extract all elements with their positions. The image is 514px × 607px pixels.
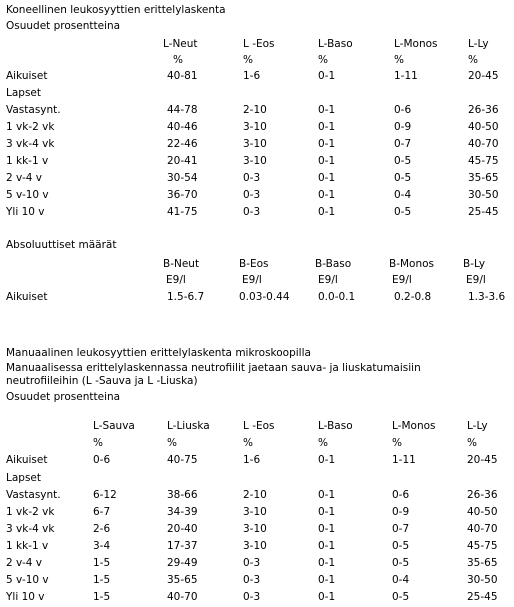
column-header: B-Eos [239,258,269,270]
row-label: Vastasynt. [6,104,61,116]
table-cell: 26-36 [467,489,498,501]
section3-note-line2: neutrofiileihin (L -Sauva ja L -Liuska) [6,375,198,387]
row-label: 3 vk-4 vk [6,523,55,535]
row-label: Aikuiset [6,291,48,303]
table-cell: 3-10 [243,523,267,535]
table-cell: 1-11 [392,454,416,466]
table-cell: 17-37 [167,540,198,552]
table-cell: 20-40 [167,523,198,535]
table-cell: 40-70 [467,523,498,535]
section2-title: Absoluuttiset määrät [6,239,117,251]
table-cell: 0-1 [318,506,336,518]
table-cell: 0-6 [394,104,412,116]
table-cell: 0-1 [318,206,336,218]
table-cell: 0-1 [318,70,336,82]
table-cell: 29-49 [167,557,198,569]
column-unit: % [173,54,183,66]
table-cell: 1.3-3.6 [468,291,506,303]
table-cell: 35-65 [467,557,498,569]
table-cell: 45-75 [467,540,498,552]
row-label: 1 vk-2 vk [6,506,55,518]
row-label: 1 kk-1 v [6,155,49,167]
table-cell: 1-5 [93,557,111,569]
table-cell: 0-3 [243,574,261,586]
column-unit: % [392,437,402,449]
section3-subtitle: Osuudet prosentteina [6,391,121,403]
table-cell: 44-78 [167,104,198,116]
table-cell: 3-10 [243,121,267,133]
column-unit: E9/l [318,274,338,286]
table-cell: 0-1 [318,172,336,184]
table-cell: 40-50 [468,121,499,133]
table-cell: 2-10 [243,489,267,501]
table-cell: 0-1 [318,591,336,603]
table-cell: 2-6 [93,523,111,535]
row-label: 5 v-10 v [6,574,49,586]
column-unit: % [93,437,103,449]
table-cell: 0-7 [392,523,410,535]
table-cell: 0-4 [392,574,410,586]
column-header: L-Monos [392,420,436,432]
table-cell: 0-1 [318,557,336,569]
table-cell: 41-75 [167,206,198,218]
table-cell: 2-10 [243,104,267,116]
table-cell: 38-66 [167,489,198,501]
row-label: Lapset [6,87,41,99]
row-label: Aikuiset [6,454,48,466]
column-unit: % [394,54,404,66]
table-cell: 3-10 [243,155,267,167]
column-header: L-Liuska [167,420,210,432]
row-label: 2 v-4 v [6,172,42,184]
row-label: Yli 10 v [6,591,45,603]
table-cell: 0-5 [392,591,410,603]
table-cell: 25-45 [467,591,498,603]
table-cell: 0-5 [392,540,410,552]
column-unit: % [468,54,478,66]
column-header: B-Baso [315,258,352,270]
table-cell: 40-75 [167,454,198,466]
table-cell: 0-6 [93,454,111,466]
row-label: 2 v-4 v [6,557,42,569]
table-cell: 0-9 [392,506,410,518]
table-cell: 1.5-6.7 [167,291,205,303]
row-label: 1 vk-2 vk [6,121,55,133]
table-cell: 26-36 [468,104,499,116]
column-header: B-Neut [163,258,200,270]
table-cell: 6-12 [93,489,117,501]
table-cell: 36-70 [167,189,198,201]
column-header: L-Baso [318,38,353,50]
table-cell: 35-65 [167,574,198,586]
column-header: L-Monos [394,38,438,50]
column-unit: % [318,54,328,66]
column-unit: % [243,54,253,66]
table-cell: 30-50 [467,574,498,586]
section3-note-line1: Manuaalisessa erittelylaskennassa neutrofiilit jaetaan sauva- ja liuskatumaisiin [6,362,421,374]
table-cell: 0-3 [243,206,261,218]
table-cell: 0-1 [318,489,336,501]
column-unit: E9/l [466,274,486,286]
table-cell: 40-70 [167,591,198,603]
table-cell: 0-3 [243,172,261,184]
column-header: B-Ly [463,258,486,270]
table-cell: 0-1 [318,138,336,150]
table-cell: 40-50 [467,506,498,518]
section1-title: Koneellinen leukosyyttien erittelylaskenta [6,4,226,16]
table-cell: 3-4 [93,540,111,552]
table-cell: 40-81 [167,70,198,82]
section3-title: Manuaalinen leukosyyttien erittelylaskenta mikroskoopilla [6,347,311,359]
column-header: L-Ly [467,420,488,432]
table-cell: 0-5 [394,206,412,218]
table-cell: 30-50 [468,189,499,201]
table-cell: 0-1 [318,574,336,586]
table-cell: 22-46 [167,138,198,150]
table-cell: 3-10 [243,506,267,518]
column-header: L-Ly [468,38,489,50]
table-cell: 0-5 [394,155,412,167]
column-unit: % [167,437,177,449]
table-cell: 35-65 [468,172,499,184]
column-header: L-Neut [163,38,198,50]
table-cell: 1-6 [243,70,261,82]
table-cell: 20-45 [467,454,498,466]
column-header: L -Eos [243,420,275,432]
row-label: Aikuiset [6,70,48,82]
table-cell: 0-1 [318,189,336,201]
column-unit: % [467,437,477,449]
table-cell: 0-1 [318,104,336,116]
table-cell: 0.0-0.1 [318,291,356,303]
table-cell: 1-6 [243,454,261,466]
column-header: B-Monos [389,258,435,270]
table-cell: 25-45 [468,206,499,218]
table-cell: 0-1 [318,454,336,466]
column-header: L-Sauva [93,420,135,432]
table-cell: 0-7 [394,138,412,150]
table-cell: 0-3 [243,557,261,569]
table-cell: 0-5 [392,557,410,569]
table-cell: 0.03-0.44 [239,291,290,303]
table-cell: 40-70 [468,138,499,150]
column-unit: % [243,437,253,449]
table-cell: 1-5 [93,591,111,603]
table-cell: 0-3 [243,591,261,603]
row-label: 5 v-10 v [6,189,49,201]
table-cell: 0-3 [243,189,261,201]
table-cell: 1-5 [93,574,111,586]
column-header: L -Eos [243,38,275,50]
table-cell: 0-1 [318,540,336,552]
row-label: 3 vk-4 vk [6,138,55,150]
column-header: L-Baso [318,420,353,432]
table-cell: 0.2-0.8 [394,291,432,303]
column-unit: E9/l [242,274,262,286]
row-label: Lapset [6,472,41,484]
table-cell: 0-1 [318,523,336,535]
row-label: 1 kk-1 v [6,540,49,552]
table-cell: 0-4 [394,189,412,201]
column-unit: E9/l [392,274,412,286]
table-cell: 45-75 [468,155,499,167]
column-unit: % [318,437,328,449]
table-cell: 0-5 [394,172,412,184]
row-label: Yli 10 v [6,206,45,218]
table-cell: 34-39 [167,506,198,518]
table-cell: 30-54 [167,172,198,184]
table-cell: 3-10 [243,138,267,150]
table-cell: 0-1 [318,121,336,133]
row-label: Vastasynt. [6,489,61,501]
table-cell: 3-10 [243,540,267,552]
table-cell: 40-46 [167,121,198,133]
column-unit: E9/l [166,274,186,286]
table-cell: 6-7 [93,506,111,518]
table-cell: 20-41 [167,155,198,167]
table-cell: 1-11 [394,70,418,82]
section1-subtitle: Osuudet prosentteina [6,20,121,32]
table-cell: 20-45 [468,70,499,82]
table-cell: 0-9 [394,121,412,133]
table-cell: 0-1 [318,155,336,167]
table-cell: 0-6 [392,489,410,501]
